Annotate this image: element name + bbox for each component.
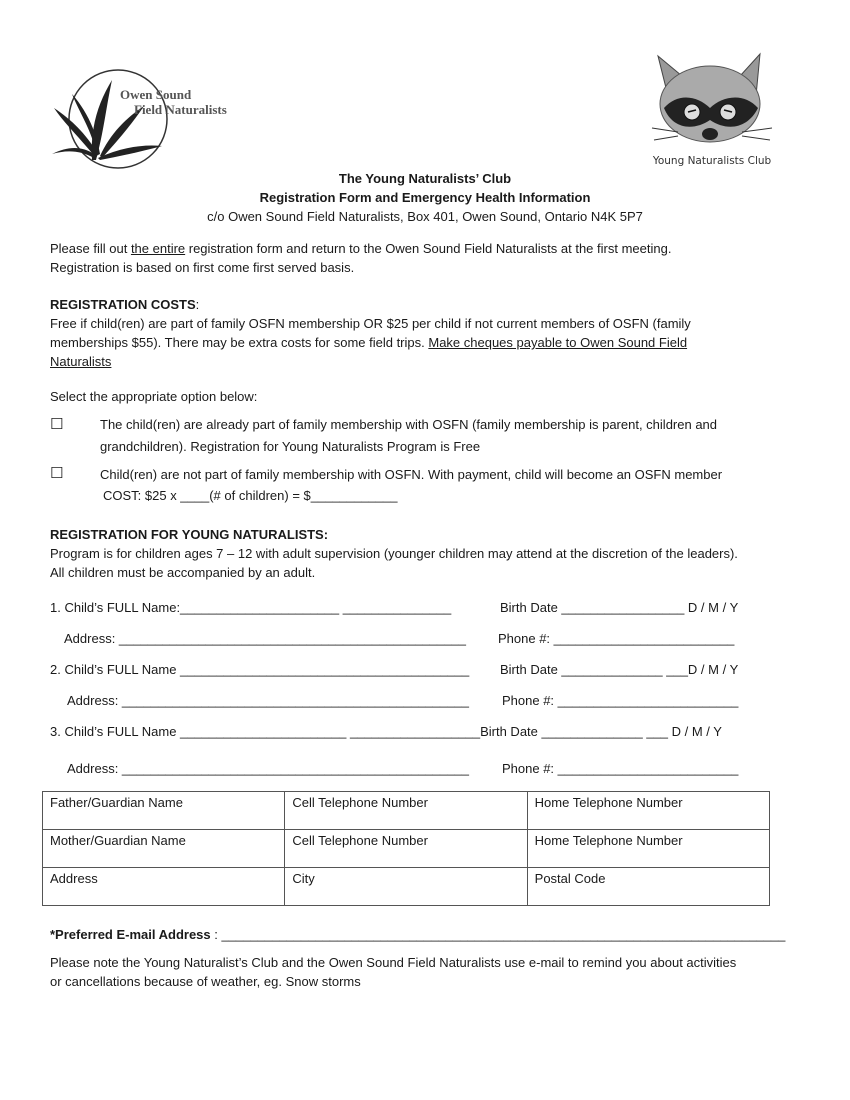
child-2-birth-date-field[interactable]: Birth Date ______________ ___D / M / Y: [500, 662, 739, 677]
email-label: *Preferred E-mail Address: [50, 927, 211, 942]
osfn-logo-line1: Owen Sound: [120, 87, 192, 102]
young-naturalists-club-logo: [648, 48, 776, 170]
table-row: [43, 792, 770, 830]
child-3-address-field[interactable]: Address: ________________________________________________: [67, 761, 469, 776]
table-row: [43, 868, 770, 906]
child-1-address-field[interactable]: Address: ________________________________________________: [64, 631, 466, 646]
registration-costs-heading: REGISTRATION COSTS: [50, 297, 196, 312]
osfn-logo-line2: Field Naturalists: [134, 102, 227, 117]
young-naturalists-heading: REGISTRATION FOR YOUNG NATURALISTS:: [50, 527, 329, 542]
intro-text-2: registration form and return to the Owen Sound Field Naturalists at the first meeting.: [185, 241, 672, 256]
form-title: The Young Naturalists’ Club: [338, 171, 512, 186]
costs-line-2: memberships $55). There may be extra costs for some field trips.: [50, 335, 429, 350]
raccoon-icon: [652, 54, 772, 142]
child-3-phone-field[interactable]: Phone #: _________________________: [502, 761, 739, 776]
costs-colon: :: [195, 297, 200, 312]
child-2-phone-field[interactable]: Phone #: _________________________: [502, 693, 739, 708]
email-input-line[interactable]: : ______________________________________________________________________________: [210, 927, 786, 942]
club-address: c/o Owen Sound Field Naturalists, Box 401, Owen Sound, Ontario N4K 5P7: [207, 209, 643, 224]
table-row: [43, 830, 770, 868]
young-naturalists-line-1: Program is for children ages 7 – 12 with adult supervision (younger children may attend at the discretion of the leaders).: [50, 546, 738, 561]
intro-text-3: Registration is based on first come first served basis.: [50, 260, 355, 275]
intro-text-1: Please fill out: [50, 241, 131, 256]
city-cell[interactable]: City: [285, 868, 527, 906]
guardian-contact-table: [42, 791, 770, 906]
father-guardian-name-cell[interactable]: Father/Guardian Name: [43, 792, 285, 830]
option-2-cost-line[interactable]: COST: $25 x ____(# of children) = $____________: [103, 488, 398, 503]
postal-code-cell[interactable]: Postal Code: [527, 868, 769, 906]
email-note-line-2: or cancellations because of weather, eg. Snow storms: [50, 974, 361, 989]
child-2-address-field[interactable]: Address: ________________________________________________: [67, 693, 469, 708]
father-home-phone-cell[interactable]: Home Telephone Number: [527, 792, 769, 830]
child-3-name-birth-field[interactable]: 3. Child’s FULL Name _______________________ __________________Birth Date ______________ ___ D / M / Y: [50, 724, 722, 739]
email-note-line-1: Please note the Young Naturalist’s Club and the Owen Sound Field Naturalists use e-mail to remind you about activities: [50, 955, 737, 970]
father-cell-phone-cell[interactable]: Cell Telephone Number: [285, 792, 527, 830]
young-naturalists-section: [50, 525, 800, 582]
intro-emphasis: the entire: [130, 241, 186, 256]
intro-paragraph: [50, 239, 800, 277]
mother-cell-phone-cell[interactable]: Cell Telephone Number: [285, 830, 527, 868]
child-1-name-field[interactable]: 1. Child’s FULL Name:______________________ _______________: [50, 600, 452, 615]
home-address-cell[interactable]: Address: [43, 868, 285, 906]
mother-guardian-name-cell[interactable]: Mother/Guardian Name: [43, 830, 285, 868]
option-2-line-1: Child(ren) are not part of family membership with OSFN. With payment, child will become an OSFN member: [100, 467, 723, 482]
mother-home-phone-cell[interactable]: Home Telephone Number: [527, 830, 769, 868]
child-1-phone-field[interactable]: Phone #: _________________________: [498, 631, 735, 646]
cheque-payee-text: Make cheques payable to Owen Sound Field: [428, 335, 688, 350]
cheque-payee-text-cont: Naturalists: [50, 354, 112, 369]
form-subtitle: Registration Form and Emergency Health Information: [259, 190, 591, 205]
options-prompt: Select the appropriate option below:: [50, 389, 258, 404]
option-1-line-1: The child(ren) are already part of family membership with OSFN (family membership is parent, children and: [100, 417, 718, 432]
young-naturalists-line-2: All children must be accompanied by an adult.: [50, 565, 316, 580]
option-1-line-2: grandchildren). Registration for Young Naturalists Program is Free: [100, 439, 481, 454]
email-field[interactable]: [50, 927, 785, 942]
option-1-checkbox[interactable]: ☐: [50, 416, 64, 433]
child-1-birth-date-field[interactable]: Birth Date _________________ D / M / Y: [500, 600, 739, 615]
costs-line-1: Free if child(ren) are part of family OSFN membership OR $25 per child if not current members of OSFN (family: [50, 316, 691, 331]
email-note: [50, 953, 800, 991]
ync-logo-caption: Young Naturalists Club: [652, 155, 772, 167]
registration-costs-section: [50, 295, 800, 371]
osfn-logo: [50, 68, 240, 170]
child-2-name-field[interactable]: 2. Child’s FULL Name ________________________________________: [50, 662, 470, 677]
option-2-checkbox[interactable]: ☐: [50, 465, 64, 482]
